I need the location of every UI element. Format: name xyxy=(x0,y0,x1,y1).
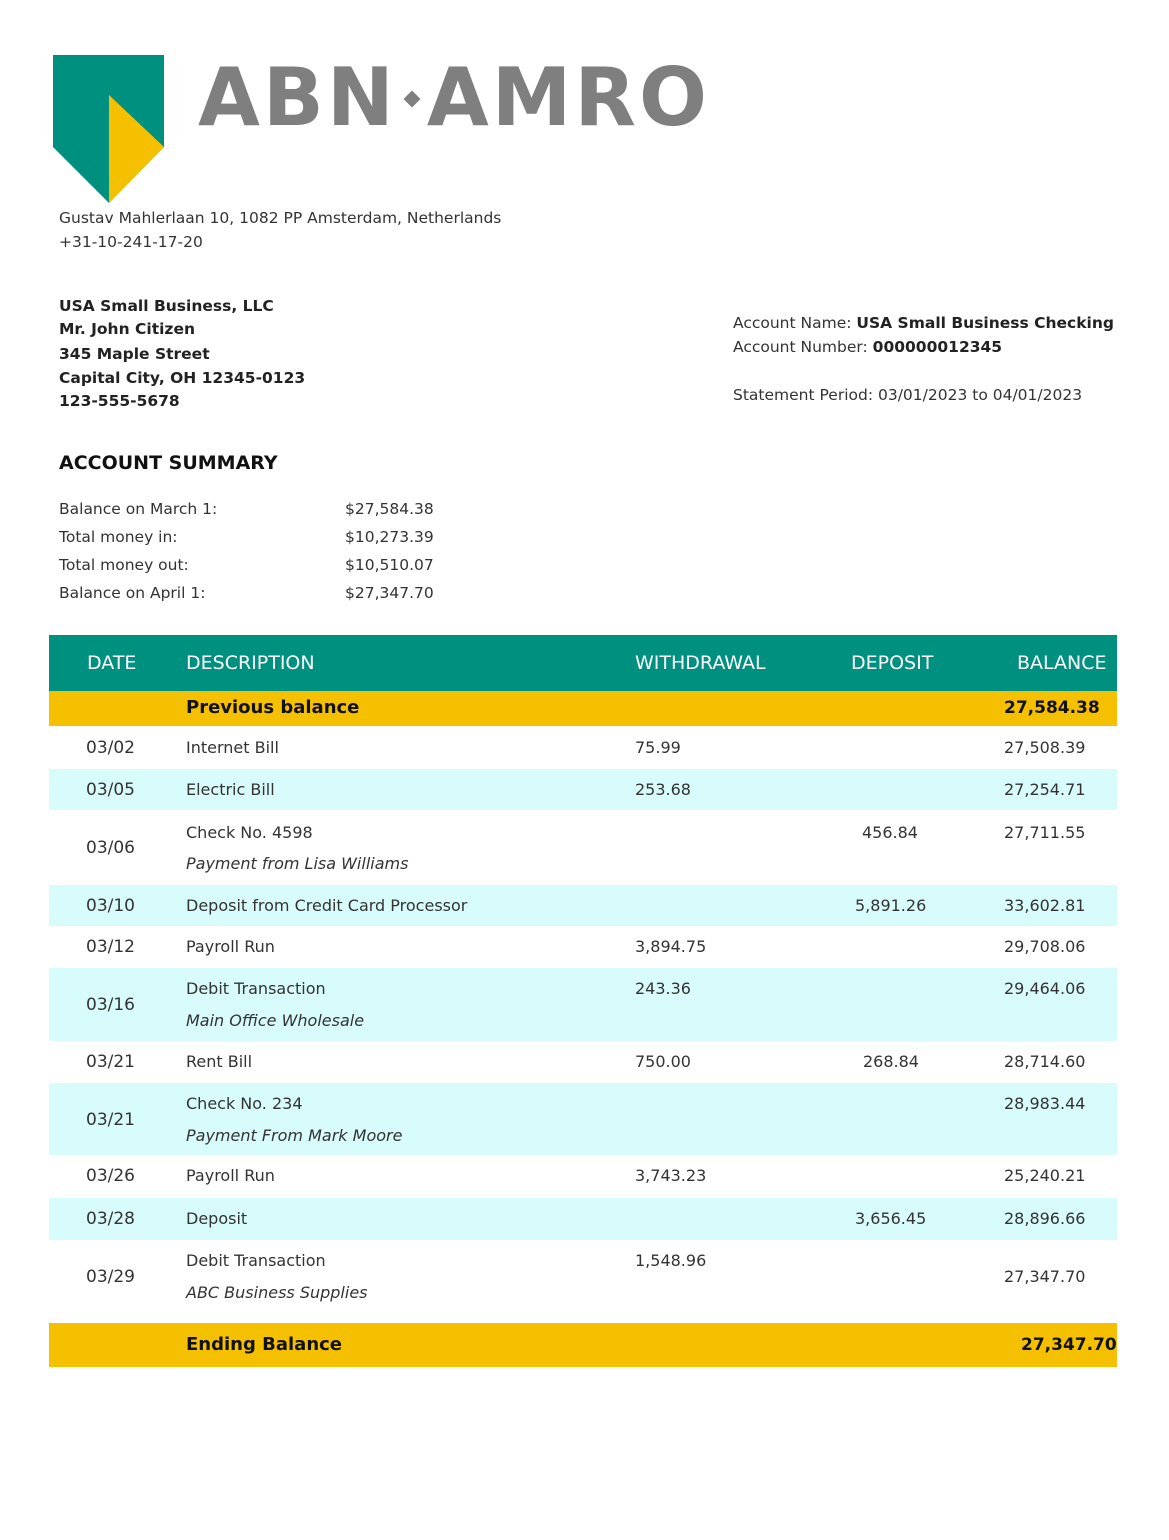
statement-period: Statement Period: 03/01/2023 to 04/01/2023 xyxy=(733,386,1083,404)
row-date: 03/21 xyxy=(86,1052,135,1072)
row-description: Electric Bill xyxy=(186,780,275,799)
summary-label: Total money in: xyxy=(59,528,178,546)
summary-value: $27,347.70 xyxy=(345,584,434,602)
header-description: DESCRIPTION xyxy=(186,652,315,674)
row-description: Payroll Run xyxy=(186,1166,275,1185)
row-withdrawal: 3,894.75 xyxy=(635,937,707,956)
row-date: 03/06 xyxy=(86,838,135,858)
summary-label: Balance on March 1: xyxy=(59,500,218,518)
row-date: 03/10 xyxy=(86,896,135,916)
row-description: Check No. 4598 xyxy=(186,823,313,842)
row-sub-description: Main Office Wholesale xyxy=(186,1011,365,1030)
previous-balance-label: Previous balance xyxy=(186,697,360,718)
row-balance: 27,711.55 xyxy=(1004,823,1086,842)
customer-city: Capital City, OH 12345-0123 xyxy=(59,369,306,387)
brand-wordmark xyxy=(198,52,710,144)
ending-balance-row xyxy=(49,1323,1117,1367)
customer-contact: Mr. John Citizen xyxy=(59,320,196,338)
row-description: Internet Bill xyxy=(186,738,279,757)
previous-balance-value: 27,584.38 xyxy=(1004,698,1100,718)
header-date: DATE xyxy=(87,652,137,674)
row-balance: 28,896.66 xyxy=(1004,1209,1086,1228)
account-number-line xyxy=(733,336,1002,358)
row-date: 03/16 xyxy=(86,995,135,1015)
table-row xyxy=(49,726,1117,769)
row-description: Debit Transaction xyxy=(186,1251,326,1270)
row-balance: 29,464.06 xyxy=(1004,979,1086,998)
account-name-value: USA Small Business Checking xyxy=(856,314,1114,332)
account-name-line xyxy=(733,312,1114,334)
table-row xyxy=(49,926,1117,968)
row-sub-description: Payment from Lisa Williams xyxy=(186,854,409,873)
summary-value: $10,273.39 xyxy=(345,528,434,546)
ending-balance-label: Ending Balance xyxy=(186,1334,343,1355)
row-balance: 28,983.44 xyxy=(1004,1094,1086,1113)
ending-balance-value: 27,347.70 xyxy=(1021,1335,1117,1355)
row-description: Debit Transaction xyxy=(186,979,326,998)
row-description: Deposit from Credit Card Processor xyxy=(186,896,468,915)
abn-amro-logo-icon xyxy=(53,55,164,203)
table-row xyxy=(49,810,1117,885)
transactions-table xyxy=(49,635,1117,1367)
summary-value: $27,584.38 xyxy=(345,500,434,518)
row-deposit: 5,891.26 xyxy=(855,896,927,915)
table-row xyxy=(49,1198,1117,1240)
customer-company: USA Small Business, LLC xyxy=(59,297,274,315)
row-description: Rent Bill xyxy=(186,1052,253,1071)
summary-label: Total money out: xyxy=(59,556,189,574)
brand-name-right: AMRO xyxy=(426,51,710,144)
row-description: Payroll Run xyxy=(186,937,275,956)
customer-phone: 123-555-5678 xyxy=(59,392,180,410)
bank-phone: +31-10-241-17-20 xyxy=(59,233,203,251)
table-row xyxy=(49,1240,1117,1323)
row-sub-description: ABC Business Supplies xyxy=(186,1283,368,1302)
account-name-label: Account Name: xyxy=(733,314,852,332)
row-date: 03/12 xyxy=(86,937,135,957)
row-withdrawal: 253.68 xyxy=(635,780,691,799)
row-date: 03/28 xyxy=(86,1209,135,1229)
summary-value: $10,510.07 xyxy=(345,556,434,574)
row-withdrawal: 75.99 xyxy=(635,738,681,757)
row-sub-description: Payment From Mark Moore xyxy=(186,1126,403,1145)
row-deposit: 3,656.45 xyxy=(855,1209,927,1228)
row-description: Check No. 234 xyxy=(186,1094,303,1113)
header-balance: BALANCE xyxy=(1017,652,1107,674)
table-row xyxy=(49,968,1117,1041)
row-date: 03/05 xyxy=(86,780,135,800)
account-summary-title: ACCOUNT SUMMARY xyxy=(59,452,278,474)
row-date: 03/29 xyxy=(86,1267,135,1287)
brand-name-left: ABN xyxy=(198,51,397,144)
brand-diamond-icon xyxy=(403,91,420,108)
row-date: 03/02 xyxy=(86,738,135,758)
row-deposit: 268.84 xyxy=(863,1052,919,1071)
table-row xyxy=(49,1155,1117,1198)
table-row xyxy=(49,1083,1117,1155)
header-withdrawal: WITHDRAWAL xyxy=(635,652,766,674)
account-number-value: 000000012345 xyxy=(872,338,1003,356)
table-row xyxy=(49,769,1117,810)
row-withdrawal: 750.00 xyxy=(635,1052,691,1071)
row-description: Deposit xyxy=(186,1209,248,1228)
row-withdrawal: 1,548.96 xyxy=(635,1251,707,1270)
summary-label: Balance on April 1: xyxy=(59,584,206,602)
row-balance: 29,708.06 xyxy=(1004,937,1086,956)
row-withdrawal: 243.36 xyxy=(635,979,691,998)
header-deposit: DEPOSIT xyxy=(851,652,934,674)
bank-address: Gustav Mahlerlaan 10, 1082 PP Amsterdam, Netherlands xyxy=(59,209,502,227)
row-balance: 27,254.71 xyxy=(1004,780,1086,799)
previous-balance-row xyxy=(49,691,1117,726)
row-deposit: 456.84 xyxy=(862,823,918,842)
row-balance: 25,240.21 xyxy=(1004,1166,1086,1185)
customer-street: 345 Maple Street xyxy=(59,345,210,363)
row-balance: 27,508.39 xyxy=(1004,738,1086,757)
logo-shield-teal xyxy=(53,55,164,203)
table-row xyxy=(49,1041,1117,1083)
table-header xyxy=(49,635,1117,691)
row-date: 03/26 xyxy=(86,1166,135,1186)
row-withdrawal: 3,743.23 xyxy=(635,1166,707,1185)
table-row xyxy=(49,885,1117,926)
account-number-label: Account Number: xyxy=(733,338,868,356)
row-balance: 33,602.81 xyxy=(1004,896,1086,915)
row-balance: 28,714.60 xyxy=(1004,1052,1086,1071)
row-date: 03/21 xyxy=(86,1110,135,1130)
row-balance: 27,347.70 xyxy=(1004,1267,1086,1286)
